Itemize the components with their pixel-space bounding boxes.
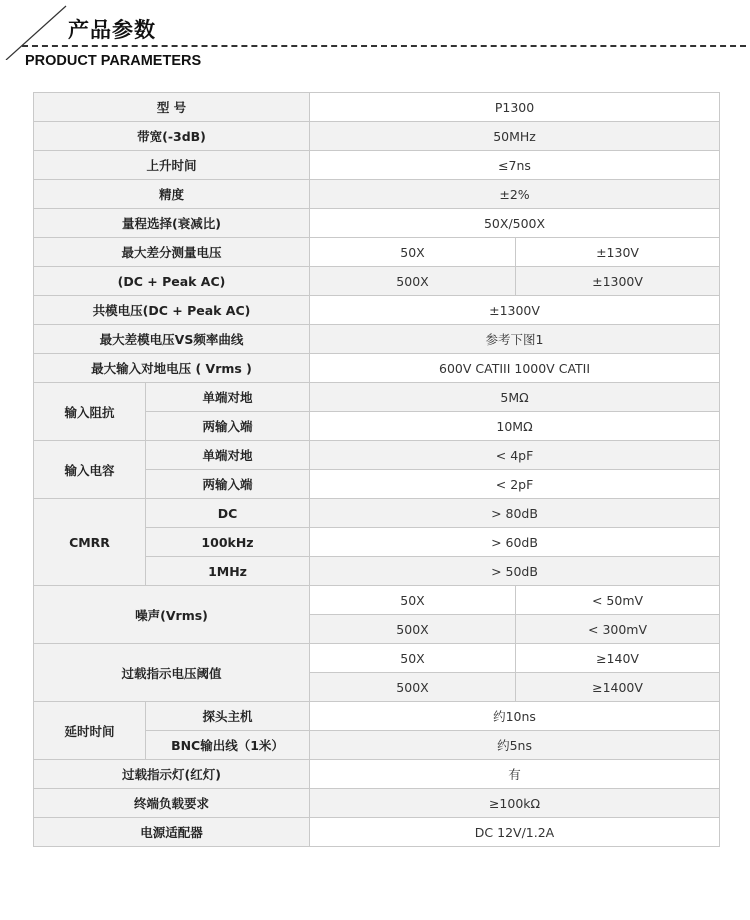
product-parameters-table bbox=[33, 92, 720, 847]
param-label: 最大差模电压VS频率曲线 bbox=[34, 325, 310, 354]
param-value: < 50mV bbox=[516, 586, 720, 615]
param-label: (DC + Peak AC) bbox=[34, 267, 310, 296]
param-value: 50X/500X bbox=[310, 209, 720, 238]
param-value: ±130V bbox=[516, 238, 720, 267]
param-label: 电源适配器 bbox=[34, 818, 310, 847]
param-sublabel: 探头主机 bbox=[146, 702, 310, 731]
param-sublabel: 100kHz bbox=[146, 528, 310, 557]
param-value: > 60dB bbox=[310, 528, 720, 557]
param-label: 共模电压(DC + Peak AC) bbox=[34, 296, 310, 325]
param-value: 5MΩ bbox=[310, 383, 720, 412]
param-label: 上升时间 bbox=[34, 151, 310, 180]
param-value: ±2% bbox=[310, 180, 720, 209]
table-row bbox=[34, 93, 720, 122]
param-value: 600V CATIII 1000V CATII bbox=[310, 354, 720, 383]
param-value: > 50dB bbox=[310, 557, 720, 586]
section-title-en: PRODUCT PARAMETERS bbox=[25, 53, 202, 69]
param-value: 参考下图1 bbox=[310, 325, 720, 354]
table-row bbox=[34, 586, 720, 615]
param-ratio: 50X bbox=[310, 644, 516, 673]
param-label: 最大差分测量电压 bbox=[34, 238, 310, 267]
param-sublabel: BNC输出线（1米） bbox=[146, 731, 310, 760]
param-value: ≥100kΩ bbox=[310, 789, 720, 818]
param-label: 输入阻抗 bbox=[34, 383, 146, 441]
param-sublabel: 两输入端 bbox=[146, 470, 310, 499]
param-value: < 2pF bbox=[310, 470, 720, 499]
table-row bbox=[34, 122, 720, 151]
table-row bbox=[34, 818, 720, 847]
param-ratio: 500X bbox=[310, 267, 516, 296]
table-row bbox=[34, 499, 720, 528]
table-row bbox=[34, 180, 720, 209]
param-label: 带宽(-3dB) bbox=[34, 122, 310, 151]
param-value: > 80dB bbox=[310, 499, 720, 528]
param-label: 终端负载要求 bbox=[34, 789, 310, 818]
param-value: 约5ns bbox=[310, 731, 720, 760]
table-row bbox=[34, 296, 720, 325]
param-value: ≥140V bbox=[516, 644, 720, 673]
param-label: 最大输入对地电压 ( Vrms ) bbox=[34, 354, 310, 383]
param-value: P1300 bbox=[310, 93, 720, 122]
param-ratio: 50X bbox=[310, 586, 516, 615]
table-row bbox=[34, 702, 720, 731]
param-sublabel: 单端对地 bbox=[146, 441, 310, 470]
param-value: DC 12V/1.2A bbox=[310, 818, 720, 847]
param-label: 型 号 bbox=[34, 93, 310, 122]
param-value: 10MΩ bbox=[310, 412, 720, 441]
table-row bbox=[34, 441, 720, 470]
param-value: ≤7ns bbox=[310, 151, 720, 180]
param-value: 有 bbox=[310, 760, 720, 789]
table-row bbox=[34, 760, 720, 789]
param-label: CMRR bbox=[34, 499, 146, 586]
param-value: ±1300V bbox=[310, 296, 720, 325]
table-row bbox=[34, 354, 720, 383]
param-sublabel: DC bbox=[146, 499, 310, 528]
table-row bbox=[34, 238, 720, 267]
param-label: 过载指示电压阈值 bbox=[34, 644, 310, 702]
param-sublabel: 1MHz bbox=[146, 557, 310, 586]
table-row bbox=[34, 325, 720, 354]
param-value: ≥1400V bbox=[516, 673, 720, 702]
param-label: 过载指示灯(红灯) bbox=[34, 760, 310, 789]
header-slash-decoration bbox=[0, 0, 70, 60]
param-label: 输入电容 bbox=[34, 441, 146, 499]
param-ratio: 50X bbox=[310, 238, 516, 267]
param-ratio: 500X bbox=[310, 673, 516, 702]
table-row bbox=[34, 383, 720, 412]
param-label: 延时时间 bbox=[34, 702, 146, 760]
section-title-cn: 产品参数 bbox=[68, 18, 156, 42]
table-row bbox=[34, 267, 720, 296]
table-row bbox=[34, 151, 720, 180]
param-label: 量程选择(衰减比) bbox=[34, 209, 310, 238]
param-value: < 4pF bbox=[310, 441, 720, 470]
param-value: 50MHz bbox=[310, 122, 720, 151]
param-label: 精度 bbox=[34, 180, 310, 209]
param-value: ±1300V bbox=[516, 267, 720, 296]
param-value: 约10ns bbox=[310, 702, 720, 731]
param-label: 噪声(Vrms) bbox=[34, 586, 310, 644]
param-sublabel: 单端对地 bbox=[146, 383, 310, 412]
param-value: < 300mV bbox=[516, 615, 720, 644]
param-ratio: 500X bbox=[310, 615, 516, 644]
table-row bbox=[34, 789, 720, 818]
param-sublabel: 两输入端 bbox=[146, 412, 310, 441]
table-row bbox=[34, 644, 720, 673]
title-divider bbox=[22, 45, 746, 47]
table-row bbox=[34, 209, 720, 238]
